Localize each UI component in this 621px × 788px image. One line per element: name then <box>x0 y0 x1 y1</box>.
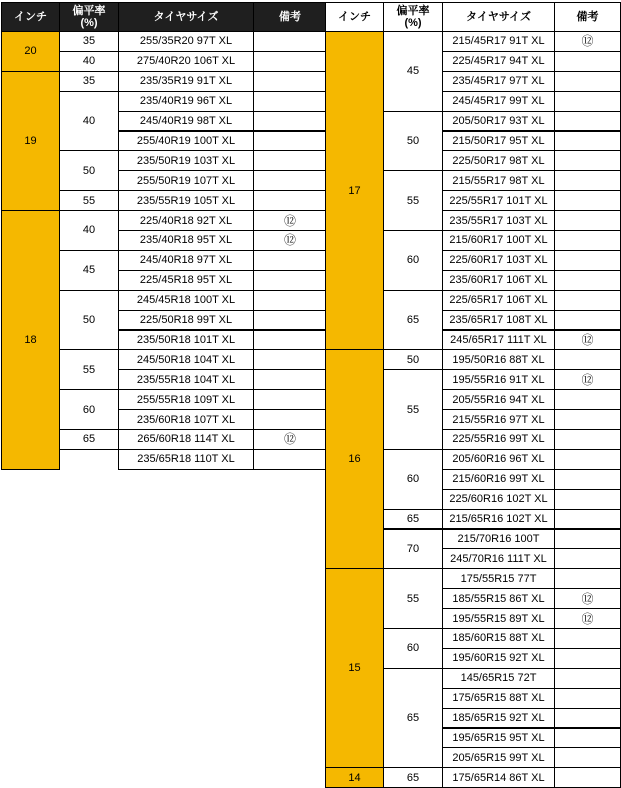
tire-size-cell: 235/65R18 110T XL <box>118 449 254 470</box>
note-cell <box>554 728 621 749</box>
note-cell: ⑫ <box>554 608 621 629</box>
tire-size-cell: 235/65R17 108T XL <box>442 310 555 331</box>
aspect-ratio-cell: 40 <box>59 91 119 152</box>
tire-size-cell: 235/50R18 101T XL <box>118 330 254 351</box>
tire-size-cell: 185/65R15 92T XL <box>442 708 555 729</box>
note-cell <box>554 429 621 450</box>
tire-size-cell: 265/60R18 114T XL <box>118 429 254 450</box>
note-cell <box>554 190 621 211</box>
tire-size-cell: 215/65R16 102T XL <box>442 509 555 530</box>
aspect-ratio-cell: 35 <box>59 71 119 92</box>
note-cell <box>253 170 327 191</box>
note-cell <box>554 509 621 530</box>
inch-cell: 17 <box>325 31 384 350</box>
note-cell <box>554 230 621 251</box>
note-cell <box>554 71 621 92</box>
tire-size-cell: 225/50R17 98T XL <box>442 150 555 171</box>
note-cell <box>554 409 621 430</box>
note-cell: ⑫ <box>554 31 621 52</box>
header-aspect-line1: 偏平率 <box>72 5 106 17</box>
header-aspect-line2: (%) <box>80 17 98 29</box>
tire-size-cell: 185/60R15 88T XL <box>442 628 555 649</box>
note-cell <box>554 290 621 311</box>
note-cell <box>554 767 621 788</box>
note-cell <box>253 51 327 72</box>
tire-size-cell: 245/40R19 98T XL <box>118 111 254 132</box>
note-cell <box>253 250 327 271</box>
tire-size-cell: 245/70R16 111T XL <box>442 548 555 569</box>
tire-size-cell: 175/55R15 77T <box>442 568 555 589</box>
note-cell <box>554 270 621 291</box>
aspect-ratio-cell: 45 <box>383 31 443 112</box>
inch-cell: 18 <box>1 210 60 470</box>
tire-size-cell: 215/50R17 95T XL <box>442 131 555 152</box>
note-cell <box>554 568 621 589</box>
aspect-ratio-cell: 50 <box>59 150 119 191</box>
note-cell <box>253 190 327 211</box>
tire-size-cell: 175/65R14 86T XL <box>442 767 555 788</box>
tire-size-cell: 225/50R18 99T XL <box>118 310 254 331</box>
header-aspect-ratio <box>59 2 119 32</box>
header-aspect-ratio <box>383 2 443 32</box>
tire-size-cell: 225/55R16 99T XL <box>442 429 555 450</box>
tire-size-cell: 205/55R16 94T XL <box>442 389 555 410</box>
aspect-ratio-cell: 50 <box>383 349 443 370</box>
inch-cell: 15 <box>325 568 384 768</box>
tire-size-cell: 235/60R18 107T XL <box>118 409 254 430</box>
tire-size-cell: 225/40R18 92T XL <box>118 210 254 231</box>
tire-size-cell: 195/55R16 91T XL <box>442 369 555 390</box>
aspect-ratio-cell: 50 <box>383 111 443 172</box>
note-cell <box>554 349 621 370</box>
tire-size-cell: 195/50R16 88T XL <box>442 349 555 370</box>
tire-size-cell: 235/45R17 97T XL <box>442 71 555 92</box>
tire-size-cell: 235/40R19 96T XL <box>118 91 254 112</box>
tire-size-cell: 225/45R18 95T XL <box>118 270 254 291</box>
tire-size-cell: 205/60R16 96T XL <box>442 449 555 470</box>
note-cell <box>554 548 621 569</box>
tire-size-cell: 195/65R15 95T XL <box>442 728 555 749</box>
tire-size-cell: 205/50R17 93T XL <box>442 111 555 132</box>
note-cell <box>253 71 327 92</box>
note-cell <box>554 91 621 112</box>
note-cell <box>253 111 327 132</box>
note-cell: ⑫ <box>554 330 621 351</box>
aspect-ratio-cell: 65 <box>383 668 443 769</box>
tire-size-cell: 245/50R18 104T XL <box>118 349 254 370</box>
inch-cell: 19 <box>1 71 60 211</box>
tire-size-cell: 245/45R18 100T XL <box>118 290 254 311</box>
note-cell <box>554 708 621 729</box>
aspect-ratio-cell: 55 <box>383 170 443 231</box>
header-aspect-line2: (%) <box>404 17 422 29</box>
inch-cell: 16 <box>325 349 384 569</box>
aspect-ratio-cell: 55 <box>383 369 443 450</box>
inch-cell: 14 <box>325 767 384 788</box>
header-note: 備考 <box>554 2 621 32</box>
note-cell <box>253 91 327 112</box>
note-cell <box>554 747 621 768</box>
note-cell <box>554 668 621 689</box>
tire-size-cell: 235/55R19 105T XL <box>118 190 254 211</box>
note-cell: ⑫ <box>253 210 327 231</box>
aspect-ratio-cell: 60 <box>383 449 443 510</box>
tire-size-cell: 175/65R15 88T XL <box>442 688 555 709</box>
note-cell <box>554 51 621 72</box>
note-cell <box>253 270 327 291</box>
aspect-ratio-cell: 40 <box>59 51 119 72</box>
tire-size-cell: 215/60R17 100T XL <box>442 230 555 251</box>
tire-size-cell: 205/65R15 99T XL <box>442 747 555 768</box>
note-cell <box>253 150 327 171</box>
aspect-ratio-cell: 35 <box>59 31 119 52</box>
tire-size-cell: 215/45R17 91T XL <box>442 31 555 52</box>
aspect-ratio-cell: 50 <box>59 290 119 351</box>
aspect-ratio-cell: 45 <box>59 250 119 291</box>
note-cell: ⑫ <box>554 588 621 609</box>
note-cell <box>253 330 327 351</box>
tire-size-cell: 235/35R19 91T XL <box>118 71 254 92</box>
header-note: 備考 <box>253 2 327 32</box>
header-tire-size: タイヤサイズ <box>118 2 254 32</box>
tire-size-cell: 235/55R18 104T XL <box>118 369 254 390</box>
note-cell <box>554 449 621 470</box>
note-cell <box>253 290 327 311</box>
tire-size-cell: 215/60R16 99T XL <box>442 469 555 490</box>
header-inch: インチ <box>325 2 384 32</box>
aspect-ratio-cell: 55 <box>383 568 443 629</box>
tire-size-cell: 225/65R17 106T XL <box>442 290 555 311</box>
tire-size-cell: 225/60R17 103T XL <box>442 250 555 271</box>
aspect-ratio-cell: 55 <box>59 190 119 211</box>
aspect-ratio-cell: 60 <box>383 628 443 669</box>
note-cell <box>554 210 621 231</box>
note-cell <box>253 409 327 430</box>
note-cell <box>554 529 621 550</box>
tire-size-cell: 235/55R17 103T XL <box>442 210 555 231</box>
note-cell <box>554 150 621 171</box>
note-cell: ⑫ <box>554 369 621 390</box>
tire-size-cell: 185/55R15 86T XL <box>442 588 555 609</box>
note-cell: ⑫ <box>253 230 327 251</box>
tire-size-cell: 195/55R15 89T XL <box>442 608 555 629</box>
aspect-ratio-cell: 65 <box>383 290 443 351</box>
aspect-ratio-cell: 55 <box>59 349 119 390</box>
note-cell <box>253 349 327 370</box>
note-cell <box>554 170 621 191</box>
note-cell <box>253 131 327 152</box>
aspect-ratio-cell: 60 <box>59 389 119 430</box>
note-cell <box>554 469 621 490</box>
tire-size-cell: 275/40R20 106T XL <box>118 51 254 72</box>
tire-size-table-right <box>325 2 620 787</box>
note-cell <box>554 688 621 709</box>
note-cell <box>554 250 621 271</box>
tire-size-cell: 245/45R17 99T XL <box>442 91 555 112</box>
note-cell <box>554 628 621 649</box>
inch-cell: 20 <box>1 31 60 72</box>
note-cell <box>554 648 621 669</box>
tire-size-cell: 225/45R17 94T XL <box>442 51 555 72</box>
note-cell <box>253 369 327 390</box>
note-cell <box>253 449 327 470</box>
note-cell <box>554 310 621 331</box>
tire-size-table-left <box>1 2 326 468</box>
aspect-ratio-cell: 65 <box>59 429 119 450</box>
note-cell <box>253 389 327 410</box>
note-cell <box>554 131 621 152</box>
note-cell <box>554 111 621 132</box>
tire-size-cell: 195/60R15 92T XL <box>442 648 555 669</box>
header-aspect-line1: 偏平率 <box>396 5 430 17</box>
tire-size-cell: 235/60R17 106T XL <box>442 270 555 291</box>
note-cell <box>253 31 327 52</box>
tire-size-cell: 145/65R15 72T <box>442 668 555 689</box>
header-inch: インチ <box>1 2 60 32</box>
tire-size-cell: 245/65R17 111T XL <box>442 330 555 351</box>
aspect-ratio-cell: 70 <box>383 529 443 570</box>
tire-size-cell: 225/60R16 102T XL <box>442 489 555 510</box>
aspect-ratio-cell: 40 <box>59 210 119 251</box>
note-cell <box>554 489 621 510</box>
note-cell <box>253 310 327 331</box>
tire-size-cell: 235/50R19 103T XL <box>118 150 254 171</box>
aspect-ratio-cell: 65 <box>383 509 443 530</box>
tire-size-cell: 225/55R17 101T XL <box>442 190 555 211</box>
aspect-ratio-cell: 60 <box>383 230 443 291</box>
tire-size-cell: 245/40R18 97T XL <box>118 250 254 271</box>
note-cell: ⑫ <box>253 429 327 450</box>
tire-size-cell: 215/55R16 97T XL <box>442 409 555 430</box>
tire-size-cell: 215/70R16 100T <box>442 529 555 550</box>
note-cell <box>554 389 621 410</box>
tire-size-cell: 235/40R18 95T XL <box>118 230 254 251</box>
tire-size-cell: 255/40R19 100T XL <box>118 131 254 152</box>
aspect-ratio-cell: 65 <box>383 767 443 788</box>
tire-size-cell: 255/55R18 109T XL <box>118 389 254 410</box>
tire-size-cell: 215/55R17 98T XL <box>442 170 555 191</box>
tire-size-cell: 255/35R20 97T XL <box>118 31 254 52</box>
tire-size-cell: 255/50R19 107T XL <box>118 170 254 191</box>
header-tire-size: タイヤサイズ <box>442 2 555 32</box>
